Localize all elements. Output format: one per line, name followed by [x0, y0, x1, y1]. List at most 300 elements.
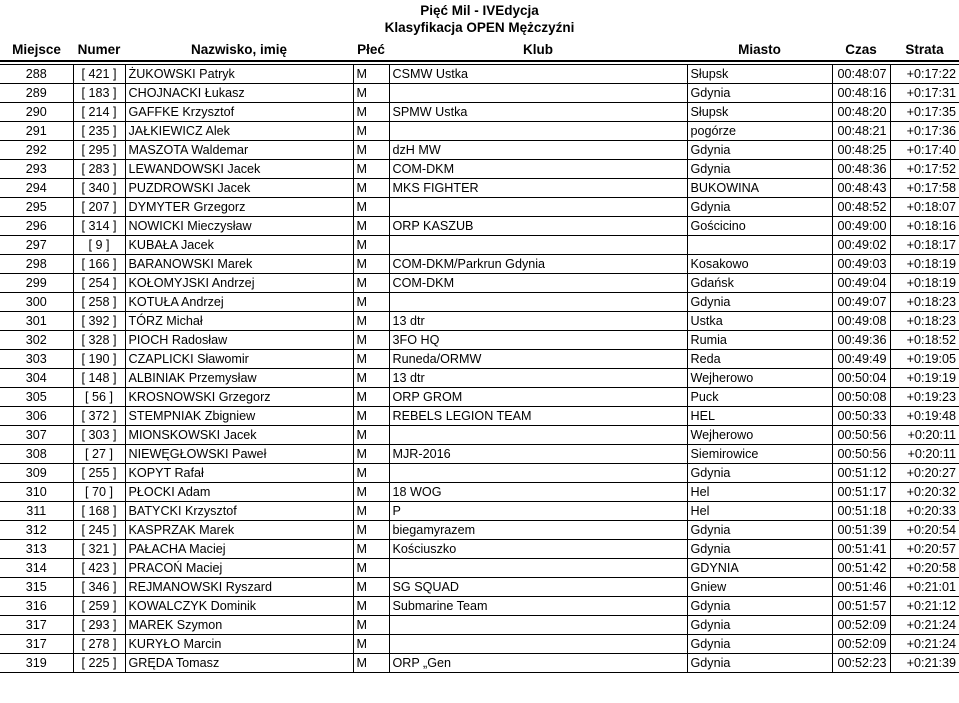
- name-cell: JAŁKIEWICZ Alek: [125, 122, 353, 141]
- name-cell: MAREK Szymon: [125, 616, 353, 635]
- bib-number-cell: [ 254 ]: [73, 274, 125, 293]
- time-cell: 00:52:09: [832, 635, 890, 654]
- city-cell: [687, 236, 832, 255]
- name-cell: PAŁACHA Maciej: [125, 540, 353, 559]
- name-cell: KOWALCZYK Dominik: [125, 597, 353, 616]
- time-cell: 00:52:23: [832, 654, 890, 673]
- time-cell: 00:52:09: [832, 616, 890, 635]
- time-cell: 00:48:36: [832, 160, 890, 179]
- club-cell: SG SQUAD: [389, 578, 687, 597]
- place-cell: 294: [0, 179, 73, 198]
- name-cell: KOPYT Rafał: [125, 464, 353, 483]
- city-cell: Puck: [687, 388, 832, 407]
- time-cell: 00:51:57: [832, 597, 890, 616]
- sex-cell: M: [353, 654, 389, 673]
- sex-cell: M: [353, 616, 389, 635]
- bib-number-cell: [ 214 ]: [73, 103, 125, 122]
- time-cell: 00:49:03: [832, 255, 890, 274]
- time-cell: 00:49:07: [832, 293, 890, 312]
- bib-number-cell: [ 328 ]: [73, 331, 125, 350]
- time-cell: 00:48:52: [832, 198, 890, 217]
- bib-number-cell: [ 245 ]: [73, 521, 125, 540]
- sex-cell: M: [353, 369, 389, 388]
- col-header-name: Nazwisko, imię: [125, 38, 353, 61]
- city-cell: Słupsk: [687, 65, 832, 84]
- gap-cell: +0:18:23: [890, 293, 959, 312]
- bib-number-cell: [ 259 ]: [73, 597, 125, 616]
- place-cell: 309: [0, 464, 73, 483]
- city-cell: GDYNIA: [687, 559, 832, 578]
- name-cell: BATYCKI Krzysztof: [125, 502, 353, 521]
- club-cell: Submarine Team: [389, 597, 687, 616]
- club-cell: REBELS LEGION TEAM: [389, 407, 687, 426]
- bib-number-cell: [ 235 ]: [73, 122, 125, 141]
- place-cell: 315: [0, 578, 73, 597]
- sex-cell: M: [353, 578, 389, 597]
- city-cell: Kosakowo: [687, 255, 832, 274]
- club-cell: [389, 198, 687, 217]
- city-cell: pogórze: [687, 122, 832, 141]
- place-cell: 316: [0, 597, 73, 616]
- sex-cell: M: [353, 122, 389, 141]
- bib-number-cell: [ 278 ]: [73, 635, 125, 654]
- time-cell: 00:49:49: [832, 350, 890, 369]
- sex-cell: M: [353, 559, 389, 578]
- bib-number-cell: [ 70 ]: [73, 483, 125, 502]
- place-cell: 288: [0, 65, 73, 84]
- name-cell: KURYŁO Marcin: [125, 635, 353, 654]
- name-cell: KUBAŁA Jacek: [125, 236, 353, 255]
- time-cell: 00:48:16: [832, 84, 890, 103]
- city-cell: Gdynia: [687, 635, 832, 654]
- gap-cell: +0:20:54: [890, 521, 959, 540]
- bib-number-cell: [ 27 ]: [73, 445, 125, 464]
- city-cell: Gniew: [687, 578, 832, 597]
- club-cell: 13 dtr: [389, 369, 687, 388]
- place-cell: 299: [0, 274, 73, 293]
- bib-number-cell: [ 207 ]: [73, 198, 125, 217]
- city-cell: Hel: [687, 502, 832, 521]
- bib-number-cell: [ 168 ]: [73, 502, 125, 521]
- table-row: [0, 597, 959, 616]
- gap-cell: +0:18:19: [890, 255, 959, 274]
- club-cell: COM-DKM/Parkrun Gdynia: [389, 255, 687, 274]
- gap-cell: +0:18:23: [890, 312, 959, 331]
- club-cell: [389, 559, 687, 578]
- time-cell: 00:49:00: [832, 217, 890, 236]
- gap-cell: +0:21:24: [890, 616, 959, 635]
- gap-cell: +0:18:16: [890, 217, 959, 236]
- gap-cell: +0:17:40: [890, 141, 959, 160]
- name-cell: CZAPLICKI Sławomir: [125, 350, 353, 369]
- sex-cell: M: [353, 521, 389, 540]
- place-cell: 312: [0, 521, 73, 540]
- time-cell: 00:49:08: [832, 312, 890, 331]
- place-cell: 293: [0, 160, 73, 179]
- sex-cell: M: [353, 388, 389, 407]
- time-cell: 00:48:43: [832, 179, 890, 198]
- gap-cell: +0:19:48: [890, 407, 959, 426]
- gap-cell: +0:17:22: [890, 65, 959, 84]
- sex-cell: M: [353, 141, 389, 160]
- club-cell: SPMW Ustka: [389, 103, 687, 122]
- gap-cell: +0:17:52: [890, 160, 959, 179]
- document-subtitle: Klasyfikacja OPEN Mężczyźni: [384, 20, 575, 35]
- city-cell: Hel: [687, 483, 832, 502]
- bib-number-cell: [ 255 ]: [73, 464, 125, 483]
- place-cell: 317: [0, 635, 73, 654]
- time-cell: 00:51:17: [832, 483, 890, 502]
- table-row: [0, 274, 959, 293]
- header-row: [0, 38, 959, 61]
- sex-cell: M: [353, 293, 389, 312]
- city-cell: Gdańsk: [687, 274, 832, 293]
- club-cell: dzH MW: [389, 141, 687, 160]
- place-cell: 290: [0, 103, 73, 122]
- gap-cell: +0:19:05: [890, 350, 959, 369]
- city-cell: Wejherowo: [687, 369, 832, 388]
- table-row: [0, 464, 959, 483]
- club-cell: COM-DKM: [389, 274, 687, 293]
- city-cell: Gdynia: [687, 293, 832, 312]
- gap-cell: +0:17:31: [890, 84, 959, 103]
- table-row: [0, 198, 959, 217]
- bib-number-cell: [ 258 ]: [73, 293, 125, 312]
- place-cell: 296: [0, 217, 73, 236]
- club-cell: CSMW Ustka: [389, 65, 687, 84]
- col-header-city: Miasto: [687, 38, 832, 61]
- name-cell: PŁOCKI Adam: [125, 483, 353, 502]
- table-row: [0, 521, 959, 540]
- club-cell: ORP GROM: [389, 388, 687, 407]
- time-cell: 00:49:04: [832, 274, 890, 293]
- club-cell: ORP „Gen: [389, 654, 687, 673]
- club-cell: biegamyrazem: [389, 521, 687, 540]
- place-cell: 298: [0, 255, 73, 274]
- gap-cell: +0:18:07: [890, 198, 959, 217]
- city-cell: Gościcino: [687, 217, 832, 236]
- club-cell: COM-DKM: [389, 160, 687, 179]
- city-cell: Gdynia: [687, 521, 832, 540]
- bib-number-cell: [ 314 ]: [73, 217, 125, 236]
- club-cell: [389, 616, 687, 635]
- table-row: [0, 540, 959, 559]
- col-header-sex: Płeć: [353, 38, 389, 61]
- name-cell: MASZOTA Waldemar: [125, 141, 353, 160]
- col-header-place: Miejsce: [0, 38, 73, 61]
- time-cell: 00:51:39: [832, 521, 890, 540]
- sex-cell: M: [353, 255, 389, 274]
- table-row: [0, 445, 959, 464]
- city-cell: Gdynia: [687, 160, 832, 179]
- bib-number-cell: [ 190 ]: [73, 350, 125, 369]
- bib-number-cell: [ 225 ]: [73, 654, 125, 673]
- place-cell: 319: [0, 654, 73, 673]
- sex-cell: M: [353, 502, 389, 521]
- sex-cell: M: [353, 445, 389, 464]
- sex-cell: M: [353, 312, 389, 331]
- sex-cell: M: [353, 179, 389, 198]
- col-header-gap: Strata: [890, 38, 959, 61]
- name-cell: KROSNOWSKI Grzegorz: [125, 388, 353, 407]
- city-cell: Siemirowice: [687, 445, 832, 464]
- city-cell: Gdynia: [687, 198, 832, 217]
- place-cell: 306: [0, 407, 73, 426]
- time-cell: 00:48:21: [832, 122, 890, 141]
- name-cell: GRĘDA Tomasz: [125, 654, 353, 673]
- sex-cell: M: [353, 198, 389, 217]
- place-cell: 314: [0, 559, 73, 578]
- club-cell: P: [389, 502, 687, 521]
- time-cell: 00:50:33: [832, 407, 890, 426]
- name-cell: PRACOŃ Maciej: [125, 559, 353, 578]
- bib-number-cell: [ 293 ]: [73, 616, 125, 635]
- table-row: [0, 293, 959, 312]
- time-cell: 00:48:07: [832, 65, 890, 84]
- place-cell: 291: [0, 122, 73, 141]
- table-row: [0, 141, 959, 160]
- name-cell: CHOJNACKI Łukasz: [125, 84, 353, 103]
- club-cell: Runeda/ORMW: [389, 350, 687, 369]
- place-cell: 303: [0, 350, 73, 369]
- bib-number-cell: [ 56 ]: [73, 388, 125, 407]
- gap-cell: +0:18:52: [890, 331, 959, 350]
- sex-cell: M: [353, 236, 389, 255]
- city-cell: Gdynia: [687, 654, 832, 673]
- city-cell: Reda: [687, 350, 832, 369]
- bib-number-cell: [ 148 ]: [73, 369, 125, 388]
- place-cell: 305: [0, 388, 73, 407]
- gap-cell: +0:17:58: [890, 179, 959, 198]
- place-cell: 295: [0, 198, 73, 217]
- name-cell: ŻUKOWSKI Patryk: [125, 65, 353, 84]
- time-cell: 00:49:36: [832, 331, 890, 350]
- time-cell: 00:50:56: [832, 445, 890, 464]
- table-row: [0, 65, 959, 84]
- table-row: [0, 369, 959, 388]
- document-header: [0, 0, 959, 38]
- club-cell: Kościuszko: [389, 540, 687, 559]
- time-cell: 00:51:42: [832, 559, 890, 578]
- bib-number-cell: [ 423 ]: [73, 559, 125, 578]
- sex-cell: M: [353, 331, 389, 350]
- gap-cell: +0:20:33: [890, 502, 959, 521]
- city-cell: Gdynia: [687, 464, 832, 483]
- name-cell: KOŁOMYJSKI Andrzej: [125, 274, 353, 293]
- table-row: [0, 331, 959, 350]
- place-cell: 301: [0, 312, 73, 331]
- sex-cell: M: [353, 274, 389, 293]
- club-cell: [389, 122, 687, 141]
- city-cell: Gdynia: [687, 616, 832, 635]
- table-row: [0, 635, 959, 654]
- bib-number-cell: [ 372 ]: [73, 407, 125, 426]
- results-table: [0, 38, 959, 673]
- sex-cell: M: [353, 635, 389, 654]
- name-cell: ALBINIAK Przemysław: [125, 369, 353, 388]
- sex-cell: M: [353, 540, 389, 559]
- gap-cell: +0:20:58: [890, 559, 959, 578]
- time-cell: 00:48:25: [832, 141, 890, 160]
- gap-cell: +0:19:23: [890, 388, 959, 407]
- club-cell: [389, 635, 687, 654]
- sex-cell: M: [353, 217, 389, 236]
- gap-cell: +0:20:27: [890, 464, 959, 483]
- sex-cell: M: [353, 350, 389, 369]
- table-row: [0, 559, 959, 578]
- club-cell: MJR-2016: [389, 445, 687, 464]
- gap-cell: +0:17:35: [890, 103, 959, 122]
- document-title: Pięć Mil - IVEdycja: [420, 3, 539, 18]
- city-cell: Wejherowo: [687, 426, 832, 445]
- table-row: [0, 578, 959, 597]
- place-cell: 302: [0, 331, 73, 350]
- name-cell: DYMYTER Grzegorz: [125, 198, 353, 217]
- bib-number-cell: [ 321 ]: [73, 540, 125, 559]
- gap-cell: +0:18:19: [890, 274, 959, 293]
- gap-cell: +0:20:57: [890, 540, 959, 559]
- sex-cell: M: [353, 426, 389, 445]
- city-cell: HEL: [687, 407, 832, 426]
- city-cell: Ustka: [687, 312, 832, 331]
- bib-number-cell: [ 392 ]: [73, 312, 125, 331]
- city-cell: Gdynia: [687, 84, 832, 103]
- time-cell: 00:50:04: [832, 369, 890, 388]
- table-row: [0, 407, 959, 426]
- table-row: [0, 616, 959, 635]
- table-row: [0, 350, 959, 369]
- bib-number-cell: [ 295 ]: [73, 141, 125, 160]
- sex-cell: M: [353, 597, 389, 616]
- city-cell: Gdynia: [687, 597, 832, 616]
- place-cell: 317: [0, 616, 73, 635]
- table-row: [0, 654, 959, 673]
- place-cell: 292: [0, 141, 73, 160]
- gap-cell: +0:18:17: [890, 236, 959, 255]
- gap-cell: +0:20:11: [890, 445, 959, 464]
- club-cell: [389, 464, 687, 483]
- results-body: [0, 65, 959, 673]
- place-cell: 308: [0, 445, 73, 464]
- place-cell: 310: [0, 483, 73, 502]
- time-cell: 00:50:08: [832, 388, 890, 407]
- place-cell: 297: [0, 236, 73, 255]
- time-cell: 00:51:18: [832, 502, 890, 521]
- time-cell: 00:51:12: [832, 464, 890, 483]
- table-row: [0, 426, 959, 445]
- city-cell: Rumia: [687, 331, 832, 350]
- name-cell: KOTUŁA Andrzej: [125, 293, 353, 312]
- name-cell: LEWANDOWSKI Jacek: [125, 160, 353, 179]
- sex-cell: M: [353, 407, 389, 426]
- sex-cell: M: [353, 160, 389, 179]
- city-cell: Gdynia: [687, 141, 832, 160]
- place-cell: 300: [0, 293, 73, 312]
- table-row: [0, 255, 959, 274]
- bib-number-cell: [ 183 ]: [73, 84, 125, 103]
- place-cell: 307: [0, 426, 73, 445]
- gap-cell: +0:21:24: [890, 635, 959, 654]
- city-cell: BUKOWINA: [687, 179, 832, 198]
- club-cell: MKS FIGHTER: [389, 179, 687, 198]
- name-cell: TÓRZ Michał: [125, 312, 353, 331]
- table-row: [0, 160, 959, 179]
- name-cell: REJMANOWSKI Ryszard: [125, 578, 353, 597]
- name-cell: MIONSKOWSKI Jacek: [125, 426, 353, 445]
- gap-cell: +0:20:32: [890, 483, 959, 502]
- bib-number-cell: [ 9 ]: [73, 236, 125, 255]
- gap-cell: +0:19:19: [890, 369, 959, 388]
- club-cell: ORP KASZUB: [389, 217, 687, 236]
- club-cell: 3FO HQ: [389, 331, 687, 350]
- col-header-club: Klub: [389, 38, 687, 61]
- table-row: [0, 388, 959, 407]
- sex-cell: M: [353, 65, 389, 84]
- col-header-number: Numer: [73, 38, 125, 61]
- table-row: [0, 236, 959, 255]
- name-cell: KASPRZAK Marek: [125, 521, 353, 540]
- sex-cell: M: [353, 464, 389, 483]
- gap-cell: +0:20:11: [890, 426, 959, 445]
- table-row: [0, 122, 959, 141]
- name-cell: BARANOWSKI Marek: [125, 255, 353, 274]
- gap-cell: +0:21:01: [890, 578, 959, 597]
- gap-cell: +0:21:12: [890, 597, 959, 616]
- time-cell: 00:48:20: [832, 103, 890, 122]
- table-row: [0, 217, 959, 236]
- place-cell: 289: [0, 84, 73, 103]
- name-cell: GAFFKE Krzysztof: [125, 103, 353, 122]
- club-cell: [389, 426, 687, 445]
- gap-cell: +0:21:39: [890, 654, 959, 673]
- place-cell: 311: [0, 502, 73, 521]
- club-cell: [389, 84, 687, 103]
- name-cell: NOWICKI Mieczysław: [125, 217, 353, 236]
- sex-cell: M: [353, 483, 389, 502]
- club-cell: 13 dtr: [389, 312, 687, 331]
- sex-cell: M: [353, 103, 389, 122]
- col-header-time: Czas: [832, 38, 890, 61]
- club-cell: 18 WOG: [389, 483, 687, 502]
- bib-number-cell: [ 340 ]: [73, 179, 125, 198]
- table-row: [0, 312, 959, 331]
- city-cell: Gdynia: [687, 540, 832, 559]
- city-cell: Słupsk: [687, 103, 832, 122]
- bib-number-cell: [ 303 ]: [73, 426, 125, 445]
- club-cell: [389, 293, 687, 312]
- club-cell: [389, 236, 687, 255]
- name-cell: NIEWĘGŁOWSKI Paweł: [125, 445, 353, 464]
- time-cell: 00:49:02: [832, 236, 890, 255]
- bib-number-cell: [ 421 ]: [73, 65, 125, 84]
- gap-cell: +0:17:36: [890, 122, 959, 141]
- time-cell: 00:50:56: [832, 426, 890, 445]
- time-cell: 00:51:46: [832, 578, 890, 597]
- name-cell: STEMPNIAK Zbigniew: [125, 407, 353, 426]
- sex-cell: M: [353, 84, 389, 103]
- bib-number-cell: [ 283 ]: [73, 160, 125, 179]
- table-row: [0, 103, 959, 122]
- name-cell: PUZDROWSKI Jacek: [125, 179, 353, 198]
- table-row: [0, 502, 959, 521]
- bib-number-cell: [ 166 ]: [73, 255, 125, 274]
- time-cell: 00:51:41: [832, 540, 890, 559]
- bib-number-cell: [ 346 ]: [73, 578, 125, 597]
- table-row: [0, 84, 959, 103]
- table-row: [0, 483, 959, 502]
- table-row: [0, 179, 959, 198]
- place-cell: 304: [0, 369, 73, 388]
